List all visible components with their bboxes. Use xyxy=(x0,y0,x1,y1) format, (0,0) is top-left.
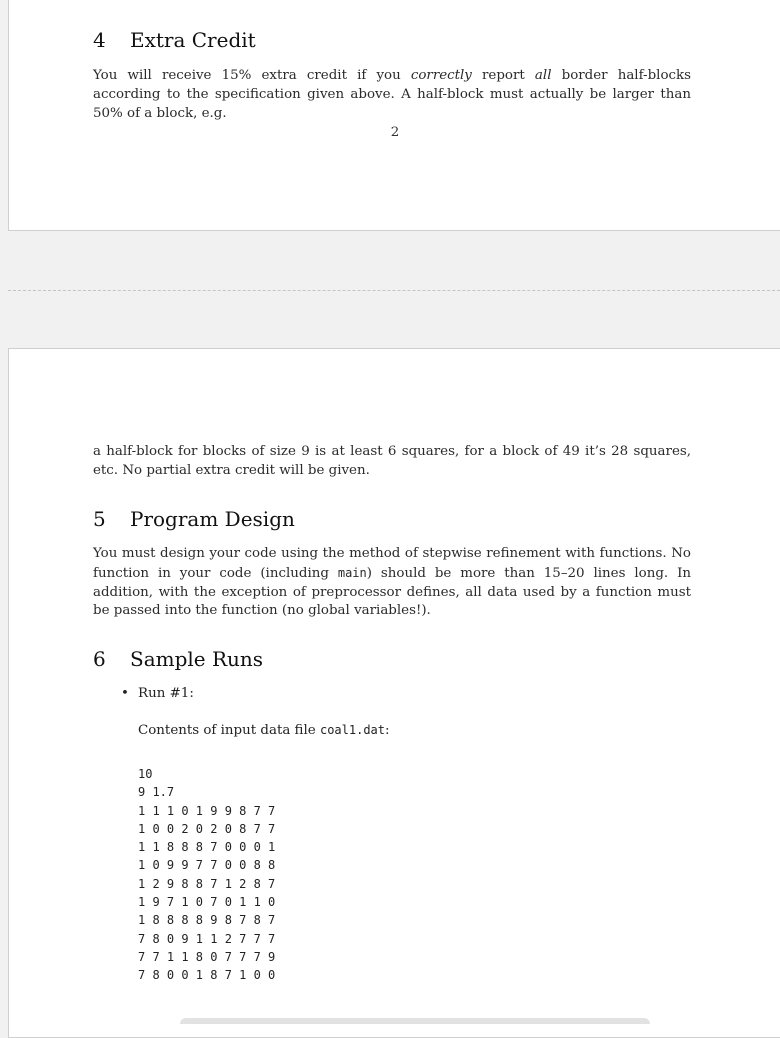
section-5-title: Program Design xyxy=(130,507,295,531)
section-6-title: Sample Runs xyxy=(130,647,264,671)
section-4-paragraph xyxy=(93,67,691,123)
section-5-number: 5 xyxy=(93,507,106,531)
continued-paragraph: a half-block for blocks of size 9 is at least 6 squares, for a block of 49 it’s 28 squares, etc. No partial extra credit will be given. xyxy=(93,444,691,478)
section-5-heading xyxy=(93,507,295,531)
data-line: 1 8 8 8 8 9 8 7 8 7 xyxy=(138,913,276,928)
section-6-number: 6 xyxy=(93,647,106,671)
data-line: 1 9 7 1 0 7 0 1 1 0 xyxy=(138,895,276,910)
section-5-text-2: ) should be more than 15–20 lines long. In addition, with the exception of preprocessor defines, all data used by a function must be passed into the function (no global variables!). xyxy=(93,565,691,619)
section-4-emphasis-all: all xyxy=(534,68,552,83)
section-4-text-2: report xyxy=(471,68,535,83)
contents-colon: : xyxy=(385,723,390,738)
data-line: 1 0 0 2 0 2 0 8 7 7 xyxy=(138,821,276,836)
data-line: 7 8 0 9 1 1 2 7 7 7 xyxy=(138,931,276,946)
input-data-listing xyxy=(138,765,275,985)
data-line: 1 0 9 9 7 7 0 0 8 8 xyxy=(138,858,276,873)
bullet-icon: • xyxy=(121,686,129,701)
contents-text: Contents of input data file xyxy=(138,723,320,738)
section-5-paragraph xyxy=(93,545,691,621)
data-line: 1 1 8 8 8 7 0 0 0 1 xyxy=(138,840,276,855)
section-5-text-1: You must design your code using the method of stepwise refinement with functions. No function in your code (including xyxy=(93,546,691,581)
section-6-heading xyxy=(93,647,263,671)
data-line: 1 1 1 0 1 9 9 8 7 7 xyxy=(138,803,276,818)
section-4-emphasis-correctly: correctly xyxy=(410,68,472,83)
data-line: 7 7 1 1 8 0 7 7 7 9 xyxy=(138,949,276,964)
contents-line xyxy=(138,723,390,738)
section-4-heading xyxy=(93,28,256,52)
section-4-text-1: You will receive 15% extra credit if you xyxy=(93,68,411,83)
data-line: 7 8 0 0 1 8 7 1 0 0 xyxy=(138,968,276,983)
page-number: 2 xyxy=(390,125,400,140)
viewer-bottom-shadow xyxy=(180,1018,650,1024)
section-4-text-3: border half-blocks according to the specification given above. A half-block must actually be larger than 50% of a block, e.g. xyxy=(93,68,691,121)
data-line: 10 xyxy=(138,767,153,781)
section-4-title: Extra Credit xyxy=(130,28,256,52)
data-line: 1 2 9 8 8 7 1 2 8 7 xyxy=(138,876,276,891)
input-file-name: coal1.dat xyxy=(319,723,385,737)
page-separator xyxy=(8,290,780,291)
data-line: 9 1.7 xyxy=(138,785,175,800)
inline-code-main: main xyxy=(337,565,367,580)
section-4-number: 4 xyxy=(93,28,106,52)
run-1-label: Run #1: xyxy=(138,686,194,701)
